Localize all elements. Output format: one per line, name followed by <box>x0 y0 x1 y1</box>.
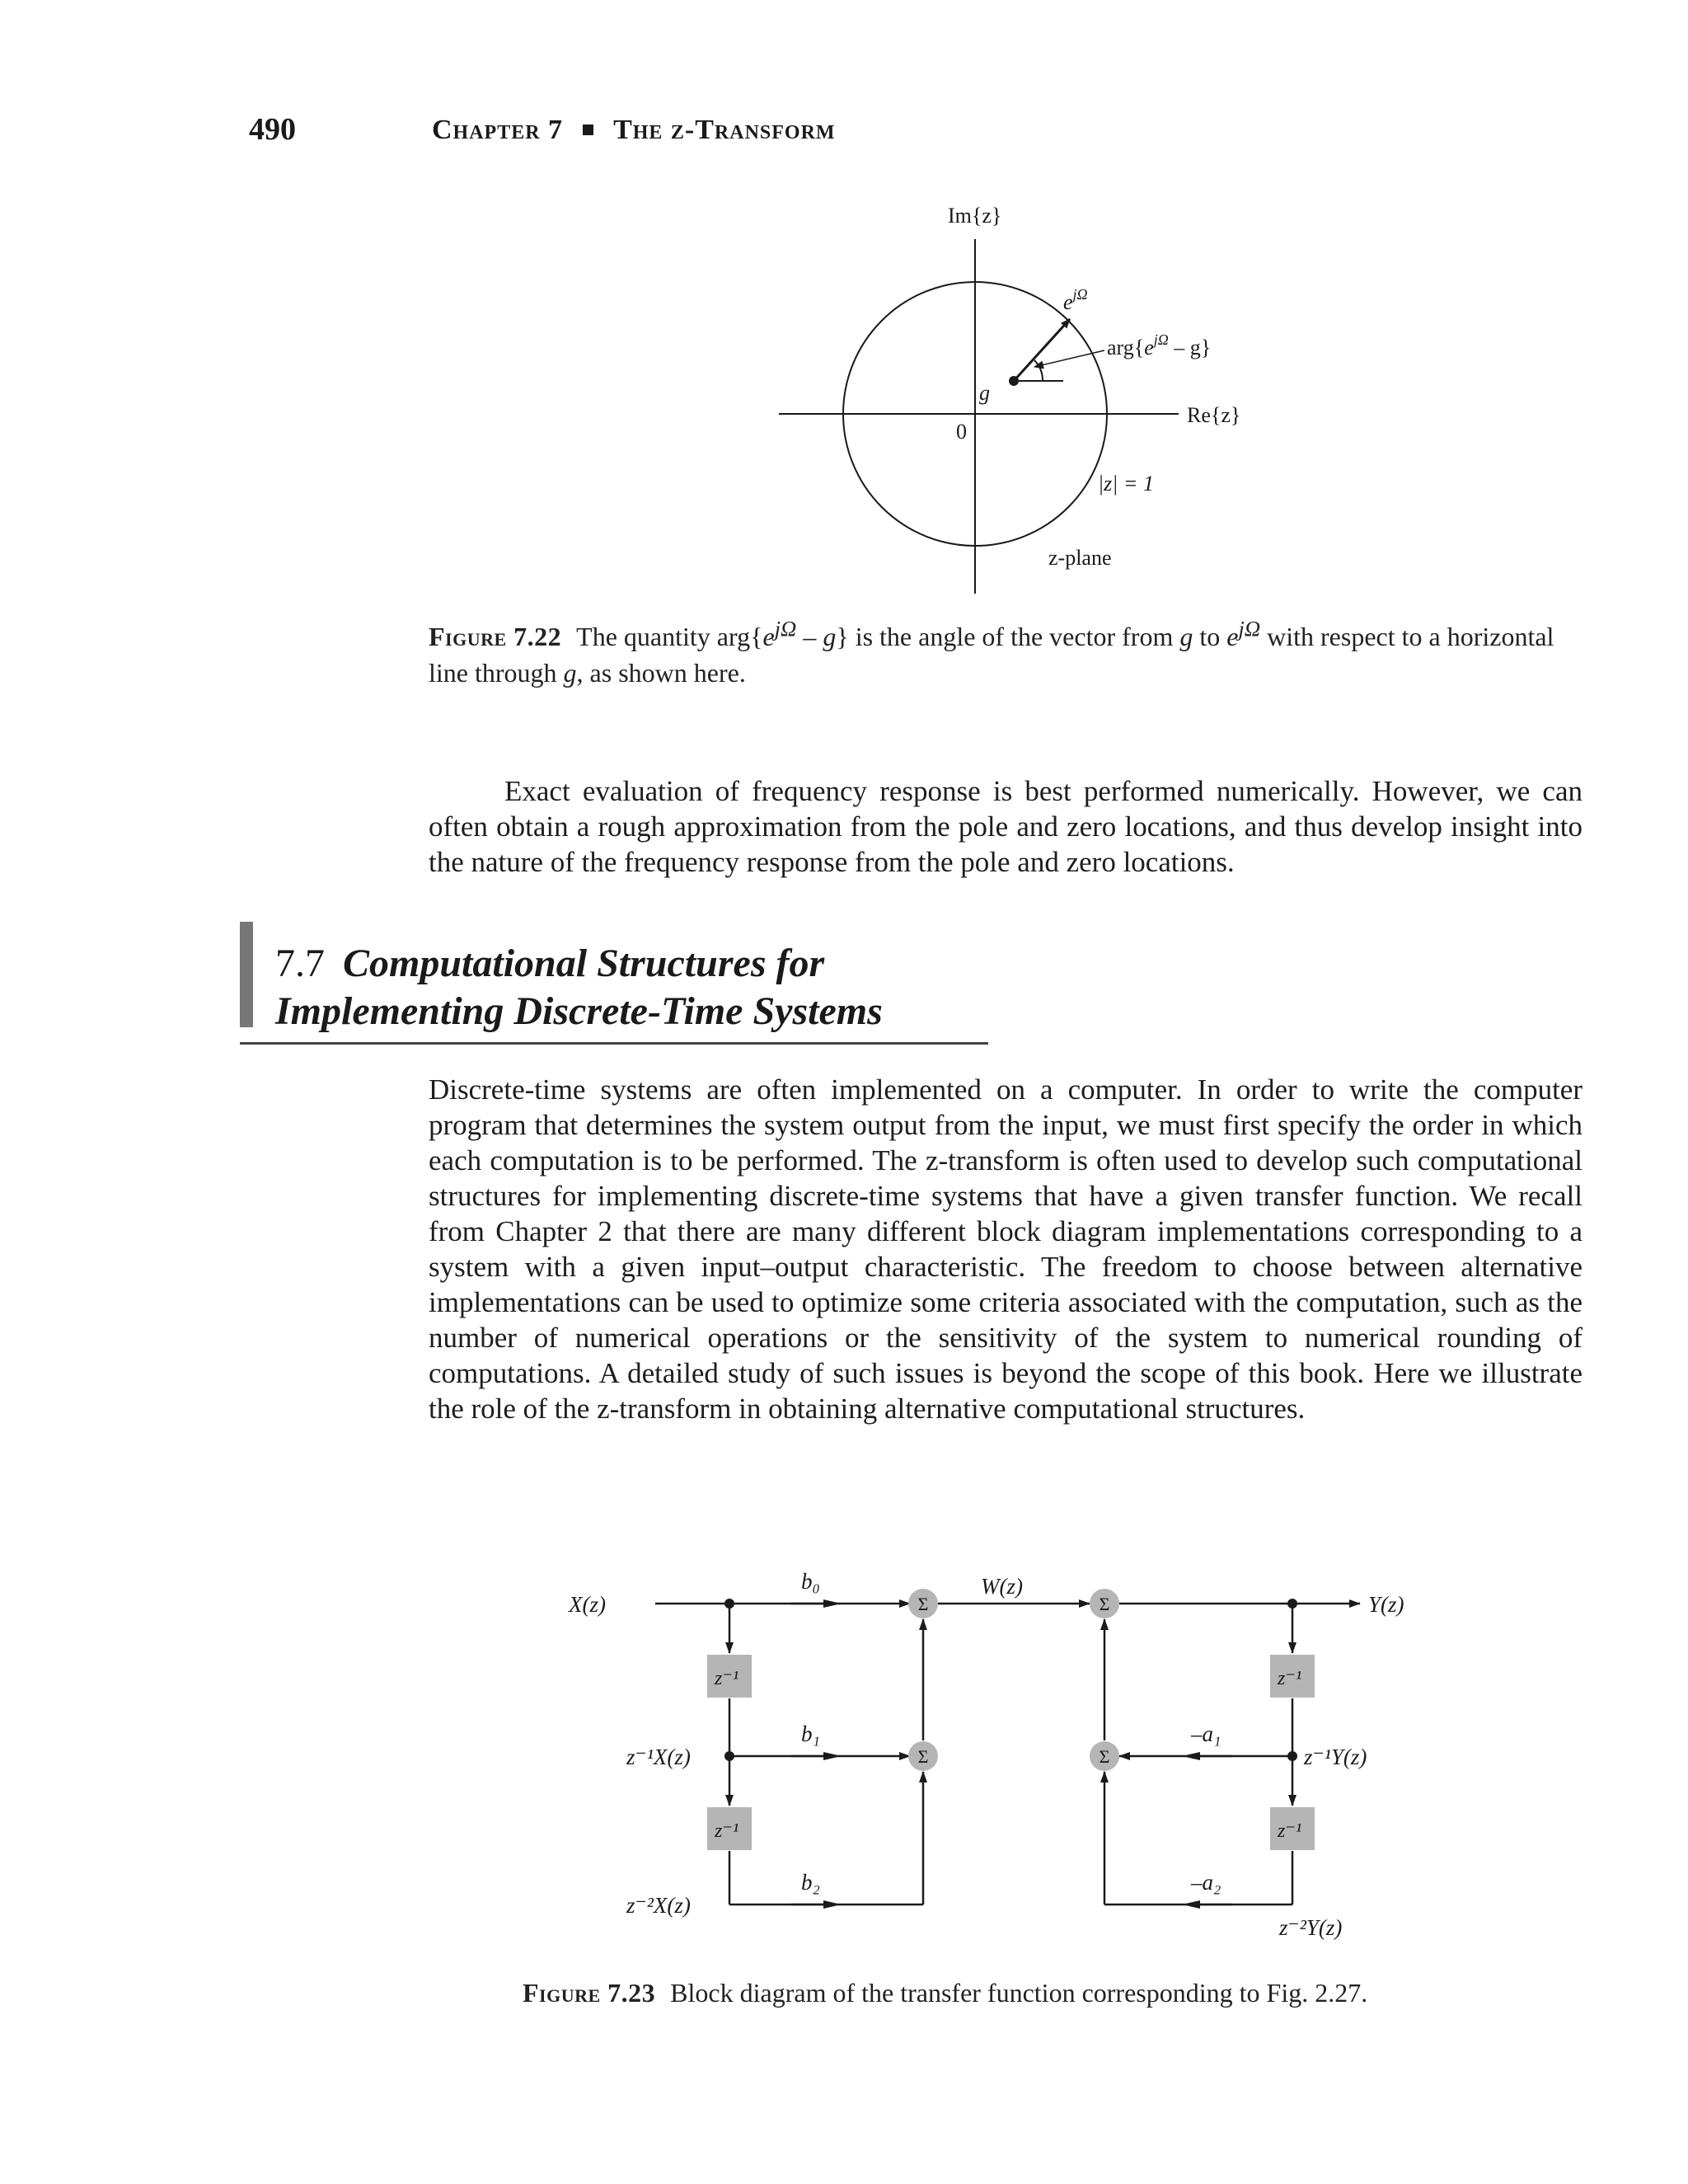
delay-label: z⁻¹ <box>715 1820 739 1842</box>
bullet-icon <box>583 124 593 135</box>
label-gain-b1: b₁ <box>801 1721 820 1746</box>
label-gain-a2: –a₂ <box>1191 1870 1221 1895</box>
section-title-line-2: Implementing Discrete-Time Systems <box>275 989 883 1033</box>
figure-7-23-caption <box>523 1975 1676 2011</box>
caption-label: Figure 7.22 <box>429 621 562 651</box>
label-output: Y(z) <box>1368 1592 1404 1617</box>
sum-label: Σ <box>1099 1746 1110 1767</box>
junction-dot <box>724 1599 734 1609</box>
label-intermediate: W(z) <box>981 1574 1023 1599</box>
section-heading <box>275 940 1264 1036</box>
body-paragraph: Exact evaluation of frequency response is best performed numerically. However, we can often obtain a rough approximation from the pole and zero locations, and thus develop insight into the nature of the frequency response from the pole and zero locations. <box>429 775 1582 878</box>
label-output-delay-2: z⁻²Y(z) <box>1279 1915 1343 1940</box>
label-real-axis: Re{z} <box>1187 403 1241 427</box>
running-head <box>432 115 836 146</box>
junction-dot <box>1287 1751 1297 1761</box>
label-output-delay-1: z⁻¹Y(z) <box>1304 1745 1367 1769</box>
caption-text: The quantity $arg\{e^{j\Omega} - g\}$ is the angle of the vector from g to $e^{j\Omega}$ with respect to a horizontal line through g, as shown here. <box>429 616 1554 688</box>
section-number: 7.7 <box>275 942 325 985</box>
running-head-chapter: Chapter 7 <box>432 115 564 145</box>
figure-7-22 <box>742 190 1401 610</box>
delay-label: z⁻¹ <box>715 1668 739 1689</box>
figure-7-22-caption <box>429 610 1582 691</box>
delay-label: z⁻¹ <box>1278 1668 1302 1689</box>
page-number: 490 <box>249 112 296 147</box>
label-g: g <box>979 381 990 405</box>
running-head-title: The z-Transform <box>613 115 836 145</box>
angle-arc <box>1034 360 1043 381</box>
sum-label: Σ <box>917 1594 929 1614</box>
label-z-plane: z-plane <box>1048 546 1112 570</box>
figure-7-23 <box>544 1562 1418 1966</box>
sum-label: Σ <box>917 1746 929 1767</box>
delay-label: z⁻¹ <box>1278 1820 1302 1842</box>
page-header <box>249 111 1568 161</box>
label-imag-axis: Im{z} <box>948 204 1002 228</box>
label-point: $e^{j\Omega}$ <box>1063 286 1088 314</box>
section-rule <box>240 1042 988 1045</box>
label-input: X(z) <box>569 1592 606 1617</box>
section-title-line-1: Computational Structures for <box>343 942 825 985</box>
label-unit-circle: |z| = 1 <box>1098 472 1154 496</box>
sum-label: Σ <box>1099 1594 1110 1614</box>
section-marker-bar <box>240 922 253 1027</box>
caption-label: Figure 7.23 <box>523 1978 656 2008</box>
label-gain-b2: b₂ <box>801 1870 820 1895</box>
label-origin: 0 <box>956 420 967 444</box>
label-arg: $arg\{e^{j\Omega} - g\}$ <box>1107 331 1212 359</box>
label-input-delay-2: z⁻²X(z) <box>626 1893 691 1918</box>
junction-dot <box>1287 1599 1297 1609</box>
label-input-delay-1: z⁻¹X(z) <box>626 1745 691 1769</box>
label-gain-b0: b₀ <box>801 1569 820 1594</box>
caption-text: Block diagram of the transfer function corresponding to Fig. 2.27. <box>670 1978 1368 2008</box>
label-gain-a1: –a₁ <box>1191 1721 1221 1746</box>
junction-dot <box>724 1751 734 1761</box>
body-paragraph: Discrete-time systems are often implemented on a computer. In order to write the computer program that determines the system output from the input, we must first specify the order in which each computation is to be performed. The z-transform is often used to develop such computational structures for implementing discrete-time systems that have a given transfer function. We recall from Chapter 2 that there are many different block diagram implementations corresponding to a system with a given input–output characteristic. The freedom to choose between alternative implementations can be used to optimize some criteria associated with the computation, such as the number of numerical operations or the sensitivity of the system to numerical rounding of computations. A detailed study of such issues is beyond the scope of this book. Here we illustrate the role of the z-transform in obtaining alternative computational structures. <box>429 1073 1582 1425</box>
